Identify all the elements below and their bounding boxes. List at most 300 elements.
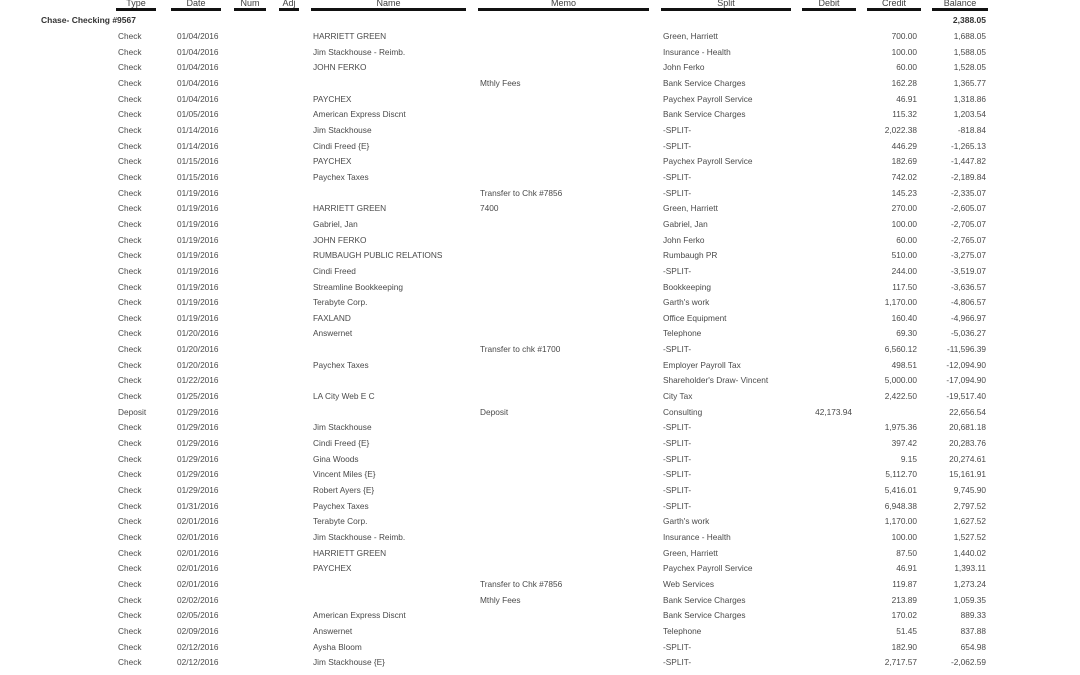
cell-split: Telephone bbox=[663, 625, 702, 636]
column-header-credit bbox=[867, 0, 921, 11]
table-row bbox=[0, 592, 1080, 608]
cell-date: 02/05/2016 bbox=[177, 610, 219, 621]
cell-split: Rumbaugh PR bbox=[663, 250, 718, 261]
cell-name: American Express Discnt bbox=[313, 109, 406, 120]
table-row bbox=[0, 122, 1080, 138]
cell-split: Bank Service Charges bbox=[663, 77, 746, 88]
table-row bbox=[0, 247, 1080, 263]
cell-credit: 1,170.00 bbox=[884, 297, 917, 308]
cell-credit: 6,948.38 bbox=[884, 500, 917, 511]
cell-type: Check bbox=[118, 359, 142, 370]
cell-credit: 117.50 bbox=[892, 281, 917, 292]
cell-split: -SPLIT- bbox=[663, 171, 692, 182]
cell-credit: 244.00 bbox=[891, 265, 917, 276]
cell-name: RUMBAUGH PUBLIC RELATIONS bbox=[313, 250, 443, 261]
cell-credit: 60.00 bbox=[896, 62, 917, 73]
cell-credit: 87.50 bbox=[896, 547, 917, 558]
column-header-name-label: Name bbox=[376, 0, 401, 8]
cell-memo: Transfer to Chk #7856 bbox=[480, 578, 563, 589]
cell-credit: 46.91 bbox=[896, 563, 917, 574]
cell-name: Jim Stackhouse bbox=[313, 124, 372, 135]
cell-balance: 20,274.61 bbox=[949, 453, 986, 464]
table-row bbox=[0, 185, 1080, 201]
cell-date: 01/04/2016 bbox=[177, 93, 219, 104]
cell-date: 01/19/2016 bbox=[177, 234, 219, 245]
table-row bbox=[0, 28, 1080, 44]
cell-date: 01/04/2016 bbox=[177, 31, 219, 41]
account-opening-balance: 2,388.05 bbox=[952, 15, 986, 25]
cell-balance: 889.33 bbox=[960, 610, 986, 621]
cell-balance: -3,636.57 bbox=[950, 281, 986, 292]
cell-type: Check bbox=[118, 93, 142, 104]
cell-name: LA City Web E C bbox=[313, 391, 375, 402]
table-row bbox=[0, 325, 1080, 341]
header-rule bbox=[867, 8, 921, 11]
table-row bbox=[0, 654, 1080, 670]
cell-split: Garth's work bbox=[663, 297, 710, 308]
cell-balance: 22,656.54 bbox=[949, 406, 986, 417]
cell-credit: 6,560.12 bbox=[884, 344, 917, 355]
cell-type: Check bbox=[118, 578, 142, 589]
cell-date: 01/29/2016 bbox=[177, 485, 219, 496]
cell-balance: -2,062.59 bbox=[950, 657, 986, 668]
cell-type: Check bbox=[118, 77, 142, 88]
cell-type: Check bbox=[118, 485, 142, 496]
table-row bbox=[0, 153, 1080, 169]
cell-date: 01/19/2016 bbox=[177, 281, 219, 292]
cell-date: 01/05/2016 bbox=[177, 109, 219, 120]
cell-name: HARRIETT GREEN bbox=[313, 203, 387, 214]
table-row bbox=[0, 451, 1080, 467]
cell-name: Gabriel, Jan bbox=[313, 218, 358, 229]
cell-split: Green, Harriett bbox=[663, 547, 718, 558]
cell-memo: Deposit bbox=[480, 406, 509, 417]
cell-credit: 270.00 bbox=[891, 203, 917, 214]
table-row bbox=[0, 310, 1080, 326]
cell-balance: -2,335.07 bbox=[950, 187, 986, 198]
cell-split: -SPLIT- bbox=[663, 485, 692, 496]
column-header-split-label: Split bbox=[717, 0, 735, 8]
cell-name: Cindi Freed bbox=[313, 265, 356, 276]
column-header-name bbox=[311, 0, 466, 11]
cell-split: John Ferko bbox=[663, 62, 705, 73]
cell-type: Check bbox=[118, 62, 142, 73]
cell-date: 01/19/2016 bbox=[177, 203, 219, 214]
cell-name: Aysha Bloom bbox=[313, 641, 362, 652]
header-rule bbox=[661, 8, 791, 11]
table-row bbox=[0, 388, 1080, 404]
header-rule bbox=[171, 8, 221, 11]
cell-balance: 20,681.18 bbox=[949, 422, 986, 433]
cell-date: 01/04/2016 bbox=[177, 77, 219, 88]
cell-name: JOHN FERKO bbox=[313, 62, 367, 73]
cell-date: 01/19/2016 bbox=[177, 312, 219, 323]
cell-split: -SPLIT- bbox=[663, 641, 692, 652]
cell-type: Check bbox=[118, 187, 142, 198]
cell-balance: -3,519.07 bbox=[950, 265, 986, 276]
cell-type: Check bbox=[118, 140, 142, 151]
cell-date: 01/29/2016 bbox=[177, 469, 219, 480]
cell-credit: 69.30 bbox=[896, 328, 917, 339]
cell-split: Garth's work bbox=[663, 516, 710, 527]
cell-name: JOHN FERKO bbox=[313, 234, 367, 245]
cell-date: 01/29/2016 bbox=[177, 406, 219, 417]
table-row bbox=[0, 545, 1080, 561]
cell-memo: 7400 bbox=[480, 203, 499, 214]
cell-type: Check bbox=[118, 469, 142, 480]
cell-name: PAYCHEX bbox=[313, 93, 352, 104]
cell-split: Shareholder's Draw- Vincent bbox=[663, 375, 769, 386]
column-header-num bbox=[234, 0, 266, 11]
table-row bbox=[0, 529, 1080, 545]
cell-date: 01/15/2016 bbox=[177, 171, 219, 182]
cell-credit: 446.29 bbox=[891, 140, 917, 151]
cell-memo: Mthly Fees bbox=[480, 77, 521, 88]
cell-name: Robert Ayers {E} bbox=[313, 485, 375, 496]
cell-name: Paychex Taxes bbox=[313, 500, 369, 511]
cell-balance: 1,318.86 bbox=[953, 93, 986, 104]
cell-name: Jim Stackhouse - Reimb. bbox=[313, 532, 406, 542]
cell-split: Bank Service Charges bbox=[663, 610, 746, 621]
cell-split: -SPLIT- bbox=[663, 657, 692, 668]
cell-balance: 15,161.91 bbox=[949, 469, 986, 480]
cell-split: Consulting bbox=[663, 406, 703, 417]
cell-split: -SPLIT- bbox=[663, 438, 692, 449]
cell-type: Check bbox=[118, 31, 142, 41]
table-row bbox=[0, 216, 1080, 232]
cell-date: 02/02/2016 bbox=[177, 594, 219, 605]
cell-name: PAYCHEX bbox=[313, 563, 352, 574]
cell-date: 01/25/2016 bbox=[177, 391, 219, 402]
column-header-date bbox=[171, 0, 221, 11]
cell-credit: 5,416.01 bbox=[884, 485, 917, 496]
cell-balance: 654.98 bbox=[960, 641, 986, 652]
cell-type: Check bbox=[118, 563, 142, 574]
cell-date: 01/20/2016 bbox=[177, 359, 219, 370]
cell-split: Office Equipment bbox=[663, 312, 727, 323]
cell-name: FAXLAND bbox=[313, 312, 351, 323]
column-header-adj bbox=[279, 0, 299, 11]
cell-credit: 100.00 bbox=[891, 218, 917, 229]
cell-type: Check bbox=[118, 171, 142, 182]
cell-balance: -2,605.07 bbox=[950, 203, 986, 214]
cell-credit: 100.00 bbox=[891, 532, 917, 542]
table-row bbox=[0, 513, 1080, 529]
cell-balance: -2,189.84 bbox=[950, 171, 986, 182]
table-row bbox=[0, 639, 1080, 655]
table-row bbox=[0, 294, 1080, 310]
cell-balance: 1,059.35 bbox=[953, 594, 986, 605]
cell-balance: -17,094.90 bbox=[946, 375, 986, 386]
cell-name: Paychex Taxes bbox=[313, 171, 369, 182]
cell-date: 01/19/2016 bbox=[177, 187, 219, 198]
cell-split: -SPLIT- bbox=[663, 422, 692, 433]
cell-balance: 20,283.76 bbox=[949, 438, 986, 449]
cell-type: Check bbox=[118, 124, 142, 135]
cell-balance: 1,527.52 bbox=[953, 532, 986, 542]
cell-type: Check bbox=[118, 641, 142, 652]
cell-name: Answernet bbox=[313, 625, 353, 636]
cell-memo: Mthly Fees bbox=[480, 594, 521, 605]
cell-date: 01/19/2016 bbox=[177, 297, 219, 308]
cell-name: American Express Discnt bbox=[313, 610, 406, 621]
cell-date: 02/12/2016 bbox=[177, 641, 219, 652]
cell-date: 01/29/2016 bbox=[177, 438, 219, 449]
cell-balance: 1,203.54 bbox=[953, 109, 986, 120]
cell-type: Check bbox=[118, 297, 142, 308]
table-row bbox=[0, 482, 1080, 498]
cell-balance: -1,265.13 bbox=[950, 140, 986, 151]
cell-credit: 46.91 bbox=[896, 93, 917, 104]
cell-credit: 1,975.36 bbox=[884, 422, 917, 433]
cell-split: -SPLIT- bbox=[663, 344, 692, 355]
cell-date: 01/20/2016 bbox=[177, 344, 219, 355]
cell-date: 01/19/2016 bbox=[177, 250, 219, 261]
table-row bbox=[0, 106, 1080, 122]
cell-split: Gabriel, Jan bbox=[663, 218, 708, 229]
cell-date: 01/31/2016 bbox=[177, 500, 219, 511]
cell-date: 02/01/2016 bbox=[177, 563, 219, 574]
cell-split: Paychex Payroll Service bbox=[663, 156, 753, 167]
cell-date: 02/12/2016 bbox=[177, 657, 219, 668]
cell-type: Check bbox=[118, 344, 142, 355]
cell-split: -SPLIT- bbox=[663, 453, 692, 464]
cell-type: Check bbox=[118, 203, 142, 214]
column-header-split bbox=[661, 0, 791, 11]
cell-date: 01/04/2016 bbox=[177, 46, 219, 57]
cell-type: Check bbox=[118, 156, 142, 167]
table-row bbox=[0, 466, 1080, 482]
cell-balance: -4,966.97 bbox=[950, 312, 986, 323]
column-header-debit-label: Debit bbox=[818, 0, 840, 8]
cell-credit: 182.90 bbox=[891, 641, 917, 652]
column-header-balance-label: Balance bbox=[943, 0, 977, 8]
cell-balance: 1,627.52 bbox=[953, 516, 986, 527]
cell-date: 01/04/2016 bbox=[177, 62, 219, 73]
cell-type: Check bbox=[118, 532, 142, 542]
cell-type: Check bbox=[118, 547, 142, 558]
cell-type: Check bbox=[118, 281, 142, 292]
cell-name: Paychex Taxes bbox=[313, 359, 369, 370]
cell-credit: 510.00 bbox=[891, 250, 917, 261]
cell-date: 02/01/2016 bbox=[177, 516, 219, 527]
column-header-credit-label: Credit bbox=[881, 0, 906, 8]
table-row bbox=[0, 91, 1080, 107]
cell-split: Green, Harriett bbox=[663, 31, 718, 41]
cell-type: Check bbox=[118, 657, 142, 668]
cell-credit: 2,717.57 bbox=[884, 657, 917, 668]
cell-balance: -4,806.57 bbox=[950, 297, 986, 308]
account-name: Chase- Checking #9567 bbox=[41, 15, 136, 25]
cell-date: 01/29/2016 bbox=[177, 422, 219, 433]
cell-balance: -5,036.27 bbox=[950, 328, 986, 339]
cell-date: 01/19/2016 bbox=[177, 218, 219, 229]
cell-split: Bank Service Charges bbox=[663, 109, 746, 120]
table-row bbox=[0, 404, 1080, 420]
cell-memo: Transfer to Chk #7856 bbox=[480, 187, 563, 198]
cell-balance: -12,094.90 bbox=[946, 359, 986, 370]
cell-credit: 160.40 bbox=[891, 312, 917, 323]
transaction-list bbox=[0, 28, 1080, 670]
cell-credit: 162.28 bbox=[891, 77, 917, 88]
cell-type: Check bbox=[118, 500, 142, 511]
cell-name: Answernet bbox=[313, 328, 353, 339]
cell-split: Web Services bbox=[663, 578, 715, 589]
cell-type: Check bbox=[118, 265, 142, 276]
cell-name: HARRIETT GREEN bbox=[313, 547, 387, 558]
cell-debit: 42,173.94 bbox=[815, 406, 852, 417]
cell-credit: 213.89 bbox=[891, 594, 917, 605]
cell-type: Check bbox=[118, 109, 142, 120]
cell-date: 01/14/2016 bbox=[177, 124, 219, 135]
cell-split: -SPLIT- bbox=[663, 124, 692, 135]
account-header-row bbox=[0, 14, 1080, 28]
cell-name: Cindi Freed {E} bbox=[313, 140, 370, 151]
cell-balance: -11,596.39 bbox=[946, 344, 986, 355]
cell-split: -SPLIT- bbox=[663, 469, 692, 480]
header-rule bbox=[116, 8, 156, 11]
header-rule bbox=[478, 8, 649, 11]
cell-type: Check bbox=[118, 610, 142, 621]
column-header-balance bbox=[932, 0, 988, 11]
header-rule bbox=[234, 8, 266, 11]
cell-type: Check bbox=[118, 328, 142, 339]
cell-split: City Tax bbox=[663, 391, 693, 402]
cell-type: Deposit bbox=[118, 406, 147, 417]
header-rule bbox=[932, 8, 988, 11]
cell-type: Check bbox=[118, 438, 142, 449]
cell-credit: 60.00 bbox=[896, 234, 917, 245]
cell-type: Check bbox=[118, 594, 142, 605]
table-row bbox=[0, 169, 1080, 185]
cell-type: Check bbox=[118, 234, 142, 245]
cell-split: John Ferko bbox=[663, 234, 705, 245]
cell-type: Check bbox=[118, 250, 142, 261]
cell-balance: -2,705.07 bbox=[950, 218, 986, 229]
table-row bbox=[0, 498, 1080, 514]
column-header-date-label: Date bbox=[186, 0, 206, 8]
cell-date: 01/22/2016 bbox=[177, 375, 219, 386]
cell-balance: 837.88 bbox=[960, 625, 986, 636]
cell-name: Jim Stackhouse {E} bbox=[313, 657, 385, 668]
cell-credit: 5,112.70 bbox=[885, 469, 917, 480]
cell-balance: -3,275.07 bbox=[950, 250, 986, 261]
cell-name: Jim Stackhouse bbox=[313, 422, 372, 433]
cell-split: Paychex Payroll Service bbox=[663, 563, 753, 574]
cell-credit: 182.69 bbox=[891, 156, 917, 167]
table-row bbox=[0, 232, 1080, 248]
cell-credit: 145.23 bbox=[891, 187, 917, 198]
cell-balance: 1,440.02 bbox=[953, 547, 986, 558]
cell-credit: 742.02 bbox=[891, 171, 917, 182]
table-row bbox=[0, 357, 1080, 373]
cell-split: Telephone bbox=[663, 328, 702, 339]
cell-split: Bookkeeping bbox=[663, 281, 711, 292]
cell-split: Bank Service Charges bbox=[663, 594, 746, 605]
table-row bbox=[0, 435, 1080, 451]
table-row bbox=[0, 341, 1080, 357]
column-header-num-label: Num bbox=[240, 0, 260, 8]
cell-split: Paychex Payroll Service bbox=[663, 93, 753, 104]
cell-credit: 100.00 bbox=[891, 46, 917, 57]
cell-balance: -19,517.40 bbox=[946, 391, 986, 402]
table-row bbox=[0, 138, 1080, 154]
cell-balance: 1,688.05 bbox=[953, 31, 986, 41]
cell-name: Gina Woods bbox=[313, 453, 359, 464]
column-header-bar bbox=[0, 0, 1080, 14]
cell-split: Insurance - Health bbox=[663, 46, 731, 57]
cell-name: Cindi Freed {E} bbox=[313, 438, 370, 449]
column-header-memo bbox=[478, 0, 649, 11]
cell-balance: -1,447.82 bbox=[950, 156, 986, 167]
header-rule bbox=[802, 8, 856, 11]
cell-credit: 5,000.00 bbox=[884, 375, 917, 386]
cell-name: Streamline Bookkeeping bbox=[313, 281, 403, 292]
cell-split: -SPLIT- bbox=[663, 187, 692, 198]
cell-credit: 397.42 bbox=[891, 438, 917, 449]
cell-split: Green, Harriett bbox=[663, 203, 718, 214]
table-row bbox=[0, 279, 1080, 295]
table-row bbox=[0, 372, 1080, 388]
cell-date: 02/09/2016 bbox=[177, 625, 219, 636]
cell-name: Vincent Miles {E} bbox=[313, 469, 376, 480]
cell-date: 02/01/2016 bbox=[177, 532, 219, 542]
cell-split: -SPLIT- bbox=[663, 140, 692, 151]
table-row bbox=[0, 560, 1080, 576]
cell-balance: 1,273.24 bbox=[953, 578, 986, 589]
cell-date: 01/15/2016 bbox=[177, 156, 219, 167]
table-row bbox=[0, 59, 1080, 75]
table-row bbox=[0, 623, 1080, 639]
cell-credit: 119.87 bbox=[892, 578, 917, 589]
column-header-type bbox=[116, 0, 156, 11]
table-row bbox=[0, 200, 1080, 216]
cell-credit: 170.02 bbox=[891, 610, 917, 621]
cell-credit: 115.32 bbox=[892, 109, 917, 120]
cell-split: Insurance - Health bbox=[663, 532, 731, 542]
cell-type: Check bbox=[118, 516, 142, 527]
column-header-memo-label: Memo bbox=[550, 0, 576, 8]
cell-credit: 9.15 bbox=[900, 453, 917, 464]
table-row bbox=[0, 75, 1080, 91]
cell-type: Check bbox=[118, 375, 142, 386]
cell-type: Check bbox=[118, 312, 142, 323]
cell-split: -SPLIT- bbox=[663, 265, 692, 276]
cell-name: Terabyte Corp. bbox=[313, 297, 368, 308]
cell-balance: 2,797.52 bbox=[953, 500, 986, 511]
cell-credit: 1,170.00 bbox=[884, 516, 917, 527]
cell-balance: -2,765.07 bbox=[950, 234, 986, 245]
cell-balance: 9,745.90 bbox=[953, 485, 986, 496]
cell-credit: 700.00 bbox=[891, 31, 917, 41]
cell-balance: 1,528.05 bbox=[953, 62, 986, 73]
header-rule bbox=[279, 8, 299, 11]
table-row bbox=[0, 263, 1080, 279]
table-row bbox=[0, 419, 1080, 435]
cell-date: 01/14/2016 bbox=[177, 140, 219, 151]
cell-date: 02/01/2016 bbox=[177, 547, 219, 558]
cell-name: HARRIETT GREEN bbox=[313, 31, 387, 41]
cell-credit: 498.51 bbox=[891, 359, 917, 370]
cell-credit: 2,022.38 bbox=[884, 124, 917, 135]
cell-balance: 1,588.05 bbox=[953, 46, 986, 57]
cell-type: Check bbox=[118, 218, 142, 229]
cell-date: 01/29/2016 bbox=[177, 453, 219, 464]
cell-type: Check bbox=[118, 625, 142, 636]
cell-name: Jim Stackhouse - Reimb. bbox=[313, 46, 406, 57]
column-header-type-label: Type bbox=[126, 0, 146, 8]
table-row bbox=[0, 607, 1080, 623]
